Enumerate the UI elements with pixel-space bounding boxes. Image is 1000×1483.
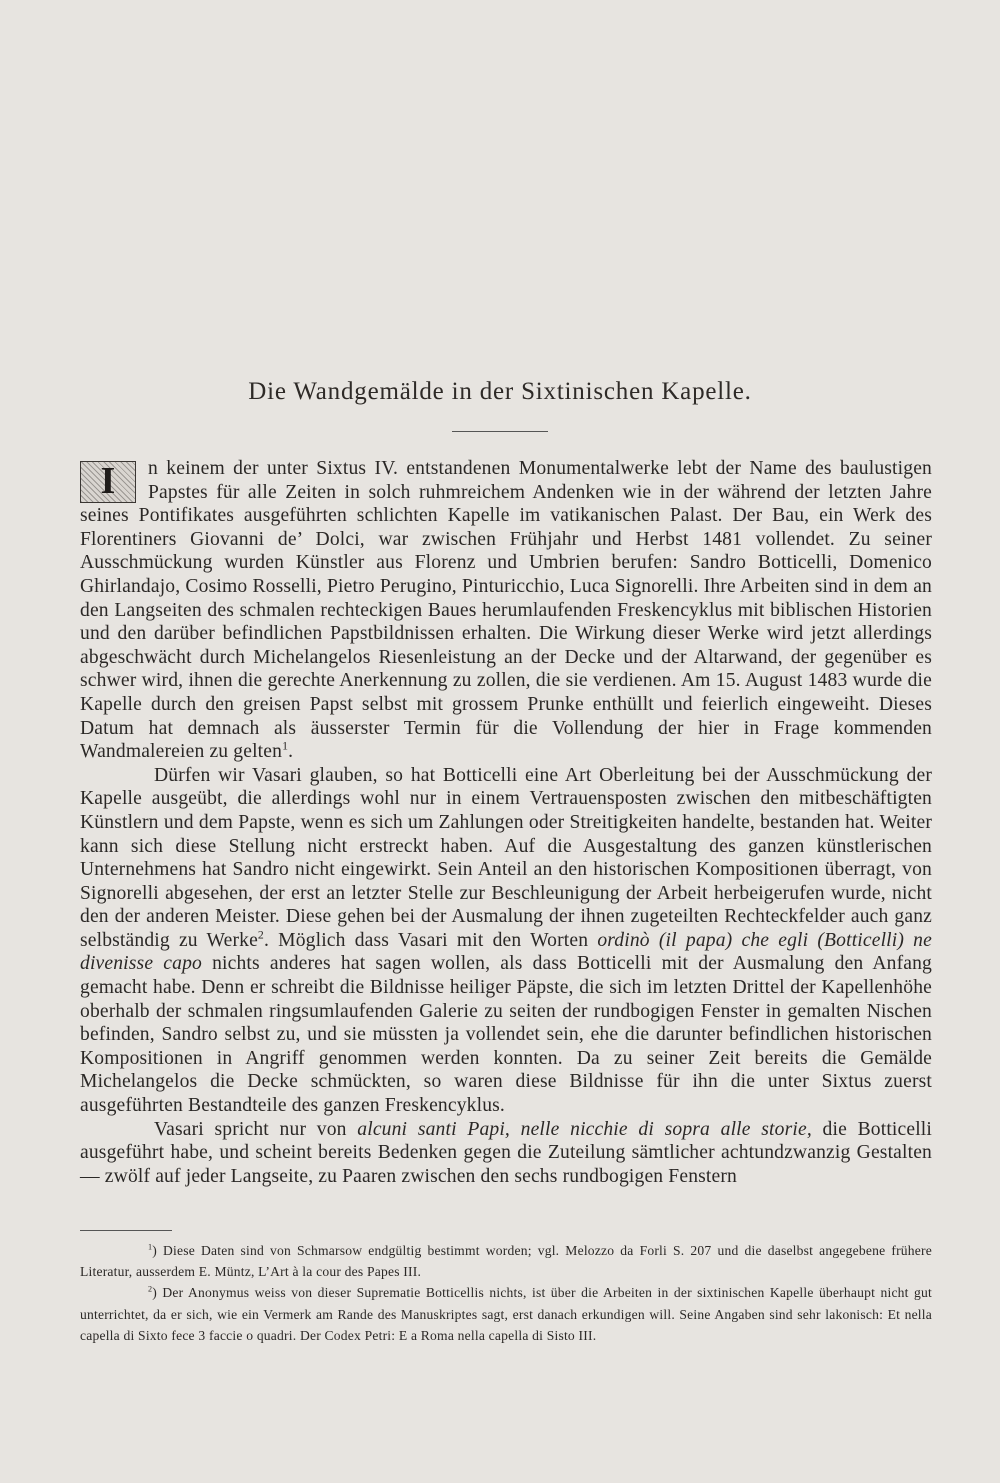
paragraph-1 <box>80 457 932 764</box>
paragraph-2-text-c: nichts anderes hat sagen wollen, als dass Botticelli mit der Ausmalung den Anfang gemacht habe. Denn er schreibt die Bildnisse heiliger Päpste, die sich im letzten Drittel der Kapellenhöhe oberhalb der schmalen ringsumlaufenden Galerie zu seiten der rundbogigen Fenster in gemalten Nischen befinden, Sandro selbst zu, und sie müssten ja vollendet sein, ehe die darunter befindlichen historischen Kompositionen in Angriff genommen werden konnten. Da zu seiner Zeit bereits die Gemälde Michelangelos die Decke schmückten, so waren diese Bildnisse für ihn die unter Sixtus zuerst ausgeführten Bestandteile des ganzen Freskencyklus. <box>80 953 932 1117</box>
footnote-divider <box>80 1230 172 1231</box>
paragraph-3 <box>80 1118 932 1189</box>
paragraph-2 <box>80 764 932 1118</box>
footnote-mark-1: 1 <box>148 1242 153 1252</box>
decorated-initial-icon <box>80 461 136 503</box>
footnote-1 <box>80 1240 932 1282</box>
initial-letter: I <box>100 460 116 503</box>
footnote-2 <box>80 1282 932 1346</box>
footnote-2-text: ) Der Anonymus weiss von dieser Suprematie Botticellis nichts, ist über die Arbeiten in der sixtinischen Kapelle überhaupt nicht gut unterrichtet, da er sich, wie ein Vermerk am Rande des Manuskriptes sagt, erst danach erkundigen will. Seine Angaben sind sehr lakonisch: Et nella capella di Sixto fece 3 faccie o quadri. Der Codex Petri: E a Roma nella capella di Sisto III. <box>80 1285 932 1343</box>
page-title: Die Wandgemälde in der Sixtinischen Kapelle. <box>248 378 752 405</box>
paragraph-3-text: Vasari spricht nur von <box>154 1118 358 1140</box>
footnote-mark-2: 2 <box>148 1284 153 1294</box>
paragraph-1-end: . <box>288 741 294 763</box>
footnote-ref-2: 2 <box>257 928 264 942</box>
paragraph-2-text-b: . Möglich dass Vasari mit den Worten <box>263 929 598 951</box>
footnote-ref-1: 1 <box>282 739 289 753</box>
paragraph-3-text-b: die Botticelli ausgeführt habe, und scheint bereits Bedenken gegen die Zuteilung sämtlicher achtundzwanzig Gestalten — zwölf auf jeder Langseite, zu Paaren zwischen den sechs rundbogigen Fenstern <box>80 1118 932 1187</box>
italic-quote: ordinò (il papa) che egli (Botticelli) ne divenisse capo <box>80 929 932 975</box>
footnotes <box>80 1240 932 1346</box>
paragraph-1-text: n keinem der unter Sixtus IV. entstandenen Monumentalwerke lebt der Name des baulustigen Papstes für alle Zeiten in solch ruhmreichem Andenken wie in der während der letzten Jahre seines Pontifikates ausgeführten schlichten Kapelle im vatikanischen Palast. Der Bau, ein Werk des Florentiners Giovanni de’ Dolci, war zwischen Frühjahr und Herbst 1481 vollendet. Zu seiner Ausschmückung wurden Künstler aus Florenz und Umbrien berufen: Sandro Botticelli, Domenico Ghirlandajo, Cosimo Rosselli, Pietro Perugino, Pinturicchio, Luca Signorelli. Ihre Arbeiten sind in dem an den Langseiten des schmalen rechteckigen Baues herumlaufenden Freskencyklus mit biblischen Historien und den darüber befindlichen Papstbildnissen erhalten. Die Wirkung dieser Werke wird jetzt allerdings abgeschwächt durch Michelangelos Riesenleistung an der Decke und der Altarwand, der gegenüber es schwer wird, ihnen die gerechte Anerkennung zu zollen, die sie verdienen. Am 15. August 1483 wurde die Kapelle durch den greisen Papst selbst mit grossem Prunke enthüllt und feierlich eingeweiht. Dieses Datum hat demnach als äusserster Termin für die Vollendung der hier in Frage kommenden Wandmalereien zu gelten <box>80 458 932 763</box>
italic-quote: alcuni santi Papi, nelle nicchie di sopra alle storie, <box>357 1118 812 1140</box>
footnote-1-text: ) Diese Daten sind von Schmarsow endgültig bestimmt worden; vgl. Melozzo da Forli S. 207 und die daselbst angegebene frühere Literatur, ausserdem E. Müntz, L’Art à la cour des Papes III. <box>80 1243 932 1280</box>
title-divider <box>452 431 548 432</box>
paragraph-2-text: Dürfen wir Vasari glauben, so hat Botticelli eine Art Oberleitung bei der Ausschmückung der Kapelle ausgeübt, die allerdings wohl nur in einem Vertrauensposten zwischen den mitbeschäftigten Künstlern und dem Papste, wenn es sich um Zahlungen oder Streitigkeiten handelte, bestanden hat. Weiter kann sich diese Stellung nicht erstreckt haben. Auf die Ausgestaltung des ganzen künstlerischen Unternehmens hat Sandro nicht eingewirkt. Sein Anteil an den historischen Kompositionen überragt, von Signorelli abgesehen, der erst an letzter Stelle zur Beschleunigung der Arbeit herbeigerufen wurde, nicht den der anderen Meister. Diese gehen bei der Ausmalung der ihnen zugeteilten Rechteckfelder auch ganz selbständig zu Werke <box>80 764 932 951</box>
main-text <box>80 457 932 1188</box>
